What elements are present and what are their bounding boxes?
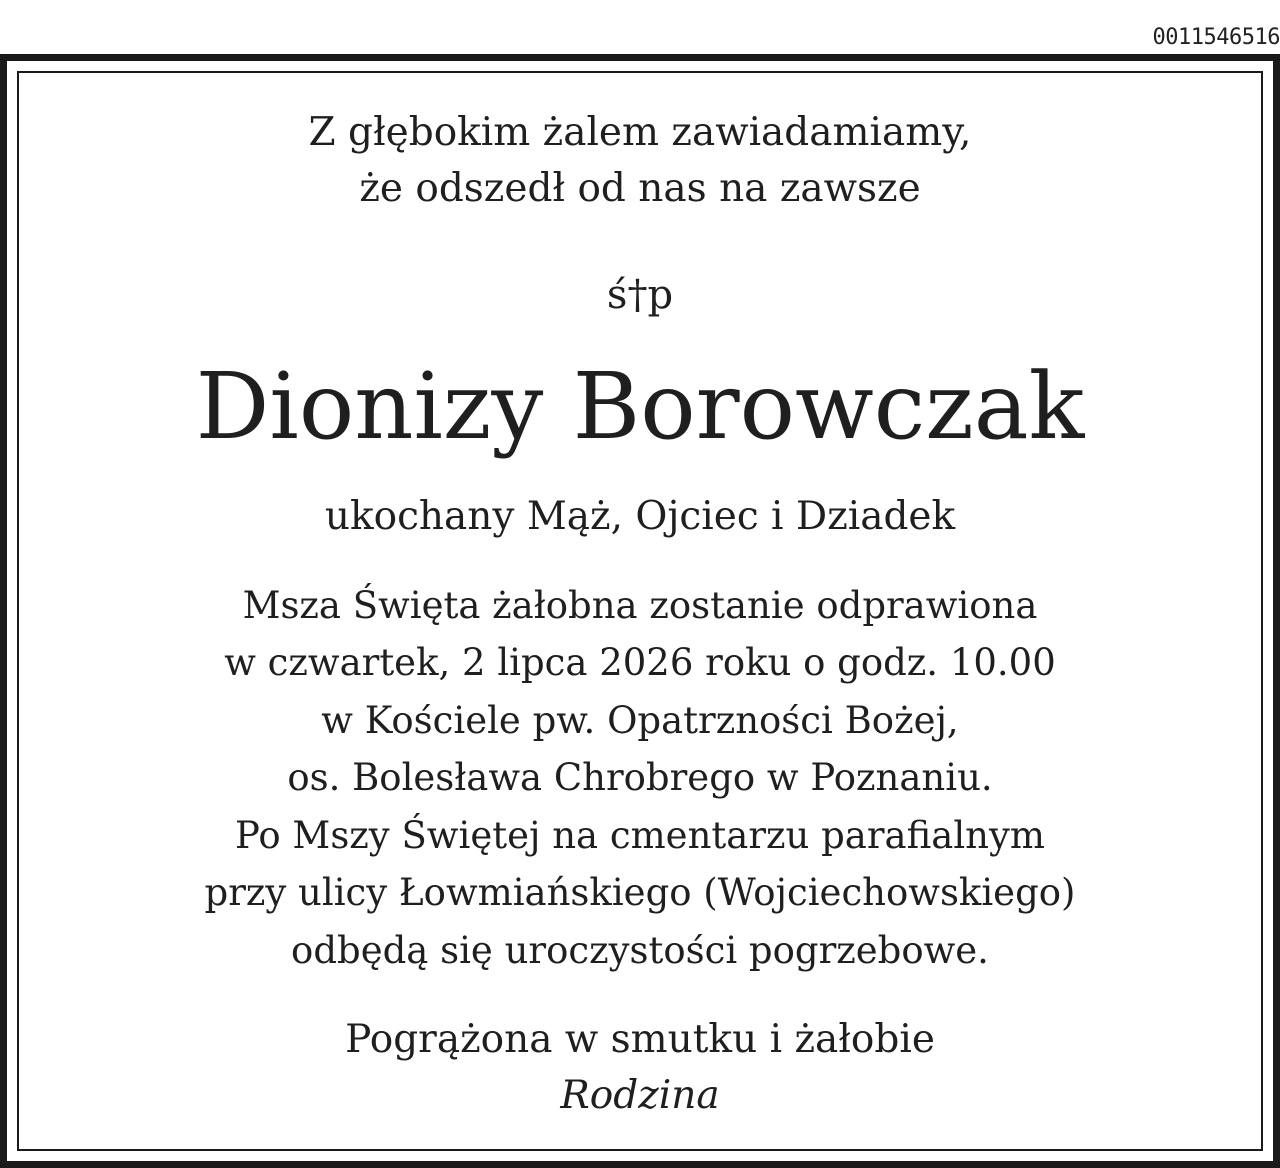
deceased-name: Dionizy Borowczak [195,353,1085,460]
funeral-detail-line-6: przy ulicy Łowmiańskiego (Wojciechowskiego) [204,871,1076,914]
intro-line-1: Z głębokim żalem zawiadamiamy, [308,110,972,155]
funeral-detail-line-7: odbędą się uroczystości pogrzebowe. [291,929,989,972]
funeral-detail-line-3: w Kościele pw. Opatrzności Bożej, [321,699,959,742]
funeral-detail-line-5: Po Mszy Świętej na cmentarzu parafialnym [235,814,1045,857]
intro-line-2: że odszedł od nas na zawsze [359,166,921,211]
funeral-detail-line-1: Msza Święta żałobna zostanie odprawiona [242,584,1038,627]
honorific-stp: ś†p [606,272,674,318]
deceased-description: ukochany Mąż, Ojciec i Dziadek [324,494,956,539]
signature: Rodzina [560,1073,720,1118]
funeral-detail-line-2: w czwartek, 2 lipca 2026 roku o godz. 10.00 [224,641,1056,684]
ad-reference-number: 0011546516 [1152,25,1280,50]
funeral-detail-line-4: os. Bolesława Chrobrego w Poznaniu. [287,756,993,799]
closing-line: Pogrążona w smutku i żałobie [345,1017,935,1062]
